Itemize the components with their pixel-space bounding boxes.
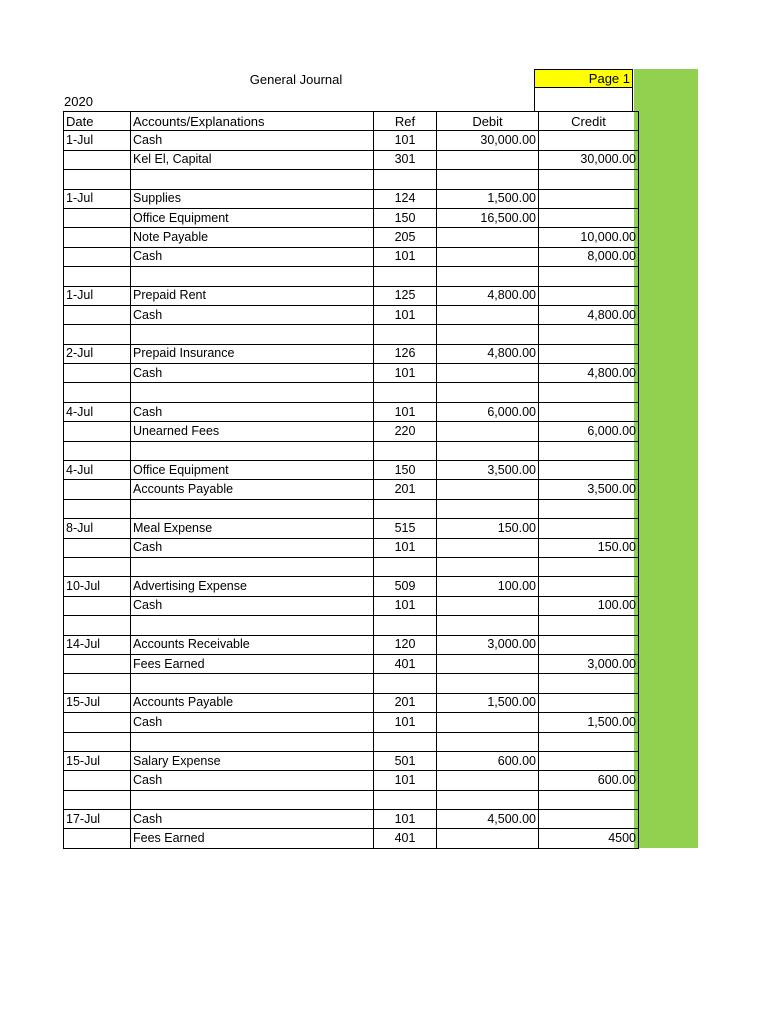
debit-cell[interactable] (437, 829, 539, 848)
date-cell[interactable] (64, 654, 131, 673)
ref-cell[interactable]: 301 (374, 150, 437, 169)
date-cell[interactable] (64, 499, 131, 518)
credit-cell[interactable] (539, 790, 639, 809)
table-row (64, 267, 639, 286)
ref-cell[interactable]: 401 (374, 829, 437, 848)
date-cell[interactable] (64, 790, 131, 809)
date-cell[interactable] (64, 150, 131, 169)
debit-cell[interactable] (437, 228, 539, 247)
table-row (64, 402, 639, 421)
table-row (64, 150, 639, 169)
credit-cell[interactable] (539, 441, 639, 460)
account-cell[interactable]: Advertising Expense (131, 577, 374, 596)
date-cell[interactable]: 1-Jul (64, 286, 131, 305)
table-row (64, 616, 639, 635)
table-row (64, 131, 639, 150)
debit-cell[interactable] (437, 713, 539, 732)
blank-cell[interactable] (534, 88, 633, 111)
credit-cell[interactable] (539, 751, 639, 770)
journal-title: General Journal (249, 72, 343, 87)
credit-cell[interactable]: 6,000.00 (539, 422, 639, 441)
header-ref[interactable]: Ref (374, 112, 437, 131)
ref-cell[interactable] (374, 383, 437, 402)
ref-cell[interactable]: 101 (374, 402, 437, 421)
credit-cell[interactable]: 1,500.00 (539, 713, 639, 732)
date-cell[interactable] (64, 325, 131, 344)
debit-cell[interactable] (437, 499, 539, 518)
date-cell[interactable] (64, 616, 131, 635)
credit-cell[interactable] (539, 267, 639, 286)
date-cell[interactable] (64, 674, 131, 693)
account-cell[interactable]: Accounts Receivable (131, 635, 374, 654)
account-cell[interactable]: Cash (131, 305, 374, 324)
debit-cell[interactable]: 3,000.00 (437, 635, 539, 654)
ref-cell[interactable]: 101 (374, 305, 437, 324)
date-cell[interactable] (64, 829, 131, 848)
debit-cell[interactable]: 4,800.00 (437, 344, 539, 363)
account-cell[interactable]: Note Payable (131, 228, 374, 247)
ref-cell[interactable]: 101 (374, 810, 437, 829)
account-cell[interactable] (131, 674, 374, 693)
credit-cell[interactable] (539, 325, 639, 344)
ref-cell[interactable]: 150 (374, 208, 437, 227)
table-row (64, 693, 639, 712)
credit-cell[interactable] (539, 499, 639, 518)
credit-cell[interactable] (539, 577, 639, 596)
debit-cell[interactable] (437, 790, 539, 809)
credit-cell[interactable] (539, 461, 639, 480)
table-row (64, 325, 639, 344)
credit-cell[interactable]: 8,000.00 (539, 247, 639, 266)
ref-cell[interactable]: 125 (374, 286, 437, 305)
table-row (64, 364, 639, 383)
debit-cell[interactable] (437, 383, 539, 402)
table-row (64, 732, 639, 751)
account-cell[interactable]: Unearned Fees (131, 422, 374, 441)
date-cell[interactable] (64, 247, 131, 266)
table-row (64, 674, 639, 693)
header-credit[interactable]: Credit (539, 112, 639, 131)
ref-cell[interactable]: 501 (374, 751, 437, 770)
account-cell[interactable] (131, 732, 374, 751)
account-cell[interactable]: Supplies (131, 189, 374, 208)
date-cell[interactable]: 17-Jul (64, 810, 131, 829)
account-cell[interactable] (131, 616, 374, 635)
ref-cell[interactable] (374, 790, 437, 809)
debit-cell[interactable]: 4,500.00 (437, 810, 539, 829)
table-row (64, 247, 639, 266)
ref-cell[interactable]: 126 (374, 344, 437, 363)
date-cell[interactable] (64, 305, 131, 324)
debit-cell[interactable]: 6,000.00 (437, 402, 539, 421)
account-cell[interactable]: Cash (131, 364, 374, 383)
credit-cell[interactable] (539, 344, 639, 363)
debit-cell[interactable] (437, 441, 539, 460)
table-row (64, 810, 639, 829)
credit-cell[interactable] (539, 286, 639, 305)
page-number-cell[interactable]: Page 1 (534, 69, 633, 88)
ref-cell[interactable]: 101 (374, 713, 437, 732)
table-row (64, 751, 639, 770)
table-row (64, 519, 639, 538)
debit-cell[interactable]: 30,000.00 (437, 131, 539, 150)
credit-cell[interactable] (539, 810, 639, 829)
date-cell[interactable]: 4-Jul (64, 461, 131, 480)
account-cell[interactable]: Fees Earned (131, 654, 374, 673)
account-cell[interactable]: Accounts Payable (131, 693, 374, 712)
account-cell[interactable]: Cash (131, 713, 374, 732)
date-cell[interactable] (64, 422, 131, 441)
ref-cell[interactable]: 101 (374, 247, 437, 266)
credit-cell[interactable] (539, 170, 639, 189)
date-cell[interactable]: 1-Jul (64, 131, 131, 150)
date-cell[interactable] (64, 557, 131, 576)
debit-cell[interactable] (437, 538, 539, 557)
debit-cell[interactable]: 16,500.00 (437, 208, 539, 227)
table-header-row (64, 112, 639, 131)
debit-cell[interactable] (437, 557, 539, 576)
credit-cell[interactable]: 4,800.00 (539, 305, 639, 324)
ref-cell[interactable]: 201 (374, 693, 437, 712)
table-row (64, 461, 639, 480)
ref-cell[interactable] (374, 325, 437, 344)
side-fill-band (634, 69, 698, 848)
table-row (64, 790, 639, 809)
table-row (64, 713, 639, 732)
account-cell[interactable]: Kel El, Capital (131, 150, 374, 169)
account-cell[interactable] (131, 557, 374, 576)
table-row (64, 344, 639, 363)
ref-cell[interactable]: 101 (374, 596, 437, 615)
debit-cell[interactable] (437, 150, 539, 169)
date-cell[interactable]: 2-Jul (64, 344, 131, 363)
account-cell[interactable] (131, 267, 374, 286)
journal-year: 2020 (64, 94, 93, 109)
ref-cell[interactable]: 101 (374, 131, 437, 150)
account-cell[interactable] (131, 441, 374, 460)
debit-cell[interactable]: 600.00 (437, 751, 539, 770)
ref-cell[interactable] (374, 674, 437, 693)
debit-cell[interactable]: 4,800.00 (437, 286, 539, 305)
ref-cell[interactable]: 515 (374, 519, 437, 538)
date-cell[interactable]: 8-Jul (64, 519, 131, 538)
credit-cell[interactable] (539, 519, 639, 538)
ref-cell[interactable] (374, 616, 437, 635)
date-cell[interactable]: 10-Jul (64, 577, 131, 596)
debit-cell[interactable] (437, 616, 539, 635)
credit-cell[interactable]: 4500 (539, 829, 639, 848)
table-row (64, 170, 639, 189)
credit-cell[interactable]: 150.00 (539, 538, 639, 557)
date-cell[interactable]: 4-Jul (64, 402, 131, 421)
date-cell[interactable] (64, 383, 131, 402)
credit-cell[interactable] (539, 693, 639, 712)
account-cell[interactable]: Prepaid Rent (131, 286, 374, 305)
credit-cell[interactable] (539, 383, 639, 402)
account-cell[interactable] (131, 325, 374, 344)
date-cell[interactable] (64, 170, 131, 189)
account-cell[interactable]: Fees Earned (131, 829, 374, 848)
table-row (64, 829, 639, 848)
ref-cell[interactable]: 205 (374, 228, 437, 247)
ref-cell[interactable] (374, 732, 437, 751)
date-cell[interactable] (64, 596, 131, 615)
table-row (64, 596, 639, 615)
ref-cell[interactable]: 201 (374, 480, 437, 499)
table-row (64, 208, 639, 227)
account-cell[interactable]: Cash (131, 810, 374, 829)
debit-cell[interactable] (437, 771, 539, 790)
debit-cell[interactable] (437, 305, 539, 324)
account-cell[interactable] (131, 499, 374, 518)
ref-cell[interactable] (374, 267, 437, 286)
journal-table (63, 111, 639, 849)
debit-cell[interactable] (437, 596, 539, 615)
date-cell[interactable]: 14-Jul (64, 635, 131, 654)
account-cell[interactable]: Cash (131, 596, 374, 615)
ref-cell[interactable] (374, 557, 437, 576)
table-row (64, 305, 639, 324)
debit-cell[interactable]: 150.00 (437, 519, 539, 538)
ref-cell[interactable]: 150 (374, 461, 437, 480)
credit-cell[interactable]: 4,800.00 (539, 364, 639, 383)
credit-cell[interactable]: 100.00 (539, 596, 639, 615)
ref-cell[interactable]: 401 (374, 654, 437, 673)
credit-cell[interactable] (539, 402, 639, 421)
credit-cell[interactable] (539, 616, 639, 635)
credit-cell[interactable] (539, 635, 639, 654)
credit-cell[interactable]: 600.00 (539, 771, 639, 790)
date-cell[interactable] (64, 228, 131, 247)
table-row (64, 654, 639, 673)
debit-cell[interactable]: 1,500.00 (437, 693, 539, 712)
table-row (64, 577, 639, 596)
table-row (64, 286, 639, 305)
ref-cell[interactable]: 101 (374, 364, 437, 383)
credit-cell[interactable]: 10,000.00 (539, 228, 639, 247)
credit-cell[interactable]: 3,500.00 (539, 480, 639, 499)
ref-cell[interactable] (374, 170, 437, 189)
account-cell[interactable]: Meal Expense (131, 519, 374, 538)
table-row (64, 480, 639, 499)
debit-cell[interactable] (437, 364, 539, 383)
debit-cell[interactable] (437, 247, 539, 266)
debit-cell[interactable] (437, 170, 539, 189)
date-cell[interactable] (64, 713, 131, 732)
debit-cell[interactable] (437, 732, 539, 751)
date-cell[interactable] (64, 732, 131, 751)
date-cell[interactable] (64, 364, 131, 383)
table-row (64, 538, 639, 557)
date-cell[interactable] (64, 441, 131, 460)
ref-cell[interactable] (374, 499, 437, 518)
credit-cell[interactable] (539, 131, 639, 150)
table-row (64, 189, 639, 208)
ref-cell[interactable]: 101 (374, 538, 437, 557)
table-row (64, 228, 639, 247)
header-date[interactable]: Date (64, 112, 131, 131)
account-cell[interactable]: Accounts Payable (131, 480, 374, 499)
debit-cell[interactable] (437, 654, 539, 673)
table-row (64, 771, 639, 790)
debit-cell[interactable] (437, 267, 539, 286)
date-cell[interactable] (64, 538, 131, 557)
credit-cell[interactable] (539, 732, 639, 751)
ref-cell[interactable]: 101 (374, 771, 437, 790)
table-row (64, 441, 639, 460)
ref-cell[interactable]: 220 (374, 422, 437, 441)
table-row (64, 635, 639, 654)
ref-cell[interactable] (374, 441, 437, 460)
credit-cell[interactable]: 30,000.00 (539, 150, 639, 169)
date-cell[interactable]: 15-Jul (64, 693, 131, 712)
ref-cell[interactable]: 124 (374, 189, 437, 208)
ref-cell[interactable]: 120 (374, 635, 437, 654)
debit-cell[interactable] (437, 325, 539, 344)
table-row (64, 499, 639, 518)
debit-cell[interactable] (437, 674, 539, 693)
credit-cell[interactable] (539, 674, 639, 693)
table-row (64, 557, 639, 576)
date-cell[interactable] (64, 208, 131, 227)
credit-cell[interactable] (539, 189, 639, 208)
date-cell[interactable]: 15-Jul (64, 751, 131, 770)
table-row (64, 383, 639, 402)
date-cell[interactable] (64, 267, 131, 286)
credit-cell[interactable] (539, 557, 639, 576)
date-cell[interactable] (64, 480, 131, 499)
account-cell[interactable]: Cash (131, 771, 374, 790)
account-cell[interactable]: Cash (131, 538, 374, 557)
account-cell[interactable]: Salary Expense (131, 751, 374, 770)
account-cell[interactable]: Prepaid Insurance (131, 344, 374, 363)
debit-cell[interactable]: 1,500.00 (437, 189, 539, 208)
debit-cell[interactable] (437, 480, 539, 499)
account-cell[interactable]: Cash (131, 402, 374, 421)
account-cell[interactable]: Office Equipment (131, 208, 374, 227)
credit-cell[interactable]: 3,000.00 (539, 654, 639, 673)
credit-cell[interactable] (539, 208, 639, 227)
header-account[interactable]: Accounts/Explanations (131, 112, 374, 131)
table-row (64, 422, 639, 441)
account-cell[interactable] (131, 170, 374, 189)
account-cell[interactable] (131, 383, 374, 402)
account-cell[interactable]: Office Equipment (131, 461, 374, 480)
header-debit[interactable]: Debit (437, 112, 539, 131)
account-cell[interactable] (131, 790, 374, 809)
date-cell[interactable] (64, 771, 131, 790)
account-cell[interactable]: Cash (131, 131, 374, 150)
debit-cell[interactable] (437, 422, 539, 441)
debit-cell[interactable]: 100.00 (437, 577, 539, 596)
date-cell[interactable]: 1-Jul (64, 189, 131, 208)
debit-cell[interactable]: 3,500.00 (437, 461, 539, 480)
ref-cell[interactable]: 509 (374, 577, 437, 596)
account-cell[interactable]: Cash (131, 247, 374, 266)
